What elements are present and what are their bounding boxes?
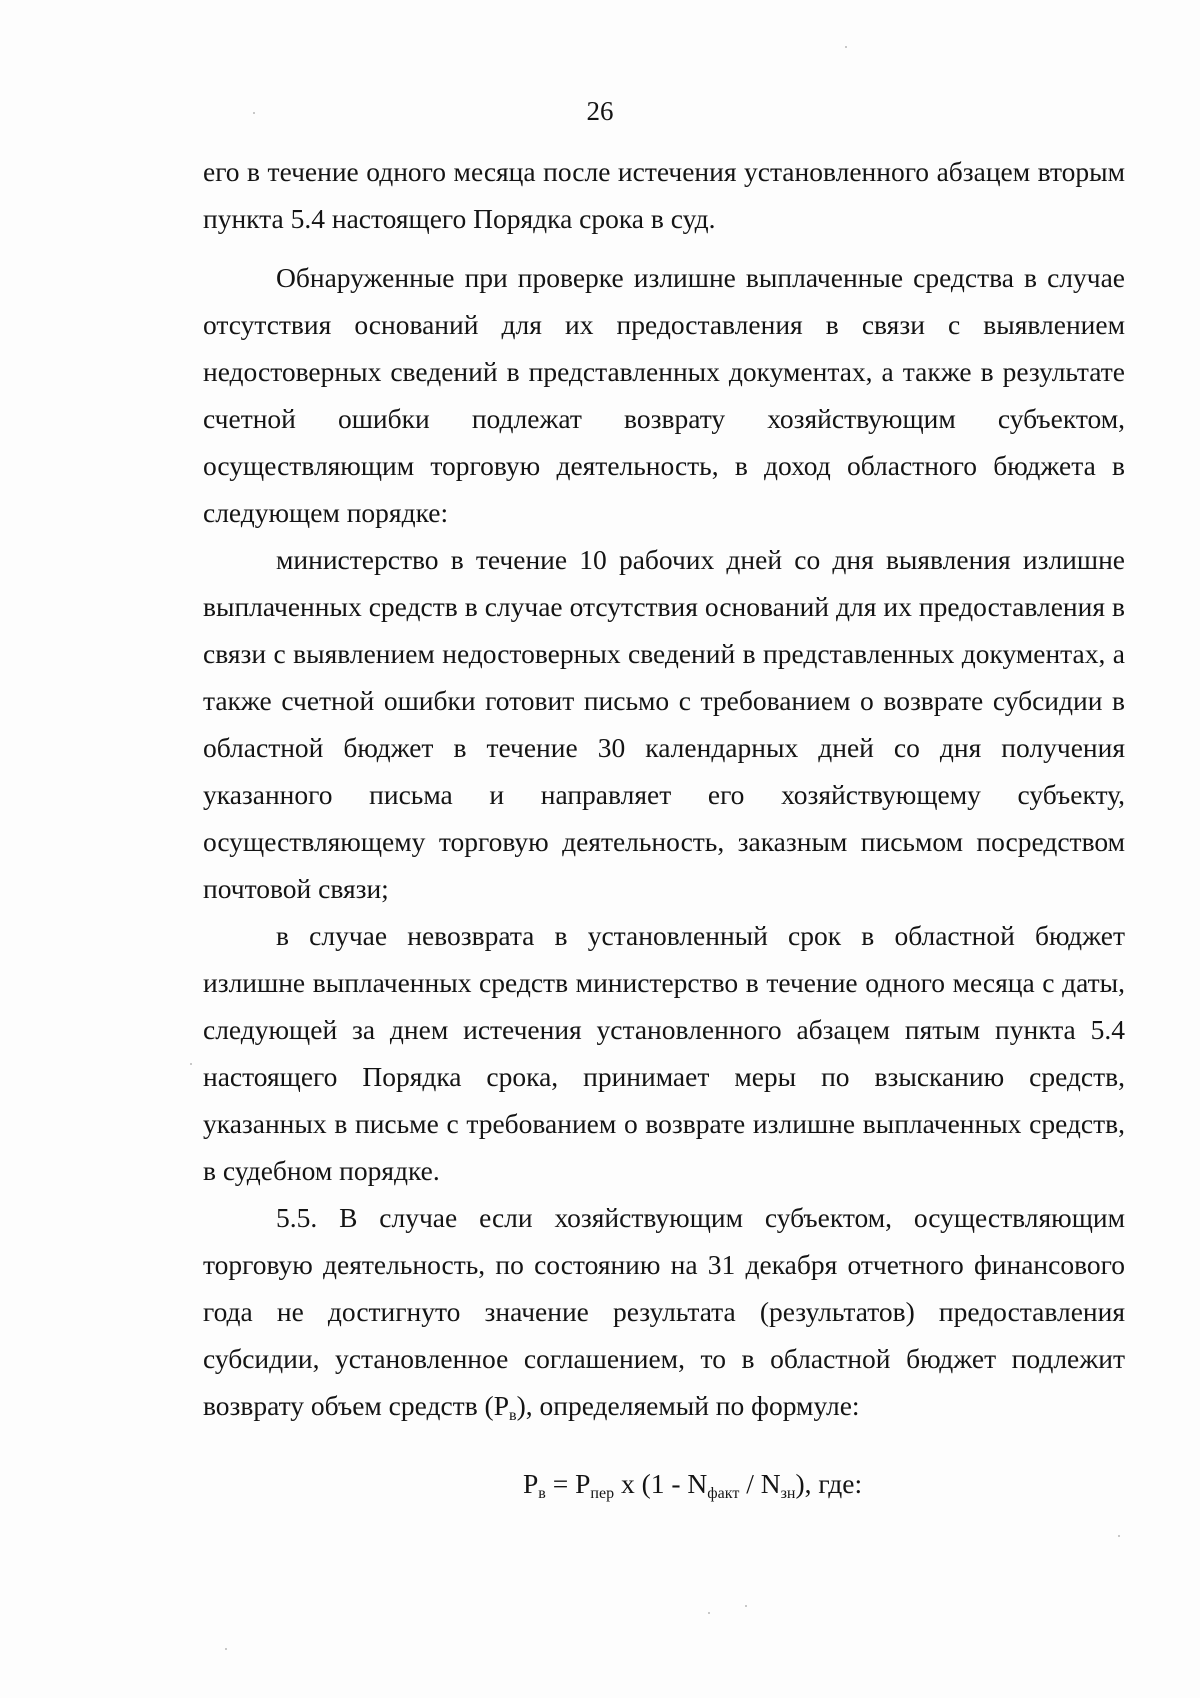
scan-speck bbox=[1118, 1535, 1120, 1537]
paragraph-2: Обнаруженные при проверке излишне выплаченные средства в случае отсутствия оснований для их предоставления в связи с выявлением недостоверных сведений в представленных документах, а также в результате счетной ошибки подлежат возврату хозяйствующим субъектом, осуществляющим торговую деятельность, в доход областного бюджета в следующем порядке: bbox=[203, 262, 1125, 528]
formula-part: х (1 - N bbox=[614, 1468, 708, 1499]
paragraph-4: в случае невозврата в установленный срок в областной бюджет излишне выплаченных средств министерство в течение одного месяца с даты, следующей за днем истечения установленного абзацем пятым пункта 5.4 настоящего Порядка срока, принимает меры по взысканию средств, указанных в письме с требованием о возврате излишне выплаченных средств, в судебном порядке. bbox=[203, 920, 1125, 1186]
paragraph-5-subscript: в bbox=[509, 1407, 517, 1424]
formula-subscript: пер bbox=[590, 1485, 615, 1502]
scan-speck bbox=[190, 1063, 192, 1065]
formula-subscript: зн bbox=[780, 1485, 796, 1502]
scan-speck bbox=[225, 1648, 227, 1650]
paragraph-5 bbox=[203, 1194, 1125, 1429]
scan-speck bbox=[253, 112, 255, 114]
paragraph-1: его в течение одного месяца после истечения установленного абзацем вторым пункта 5.4 настоящего Порядка срока в суд. bbox=[203, 156, 1125, 234]
formula bbox=[523, 1468, 862, 1500]
scan-speck bbox=[745, 1605, 747, 1607]
formula-part: = Р bbox=[545, 1468, 591, 1499]
paragraph-5-tail: ), определяемый по формуле: bbox=[516, 1390, 860, 1421]
formula-part: ), где: bbox=[795, 1468, 863, 1499]
formula-part: / N bbox=[739, 1468, 781, 1499]
formula-part: Р bbox=[523, 1468, 539, 1499]
formula-subscript: факт bbox=[707, 1485, 740, 1502]
paragraph-5-text: 5.5. В случае если хозяйствующим субъектом, осуществляющим торговую деятельность, по состоянию на 31 декабря отчетного финансового года не достигнуто значение результата (результатов) предоставления субсидии, установленное соглашением, то в областной бюджет подлежит возврату объем средств (Р bbox=[203, 1202, 1125, 1421]
formula-subscript: в bbox=[538, 1485, 546, 1502]
body-text bbox=[203, 148, 1125, 1429]
page-number: 26 bbox=[586, 96, 614, 126]
paragraph-3: министерство в течение 10 рабочих дней со дня выявления излишне выплаченных средств в случае отсутствия оснований для их предоставления в связи с выявлением недостоверных сведений в представленных документах, а также счетной ошибки готовит письмо с требованием о возврате субсидии в областной бюджет в течение 30 календарных дней со дня получения указанного письма и направляет его хозяйствующему субъекту, осуществляющему торговую деятельность, заказным письмом посредством почтовой связи; bbox=[203, 544, 1125, 904]
scan-speck bbox=[708, 1612, 710, 1614]
scan-speck bbox=[845, 46, 847, 48]
